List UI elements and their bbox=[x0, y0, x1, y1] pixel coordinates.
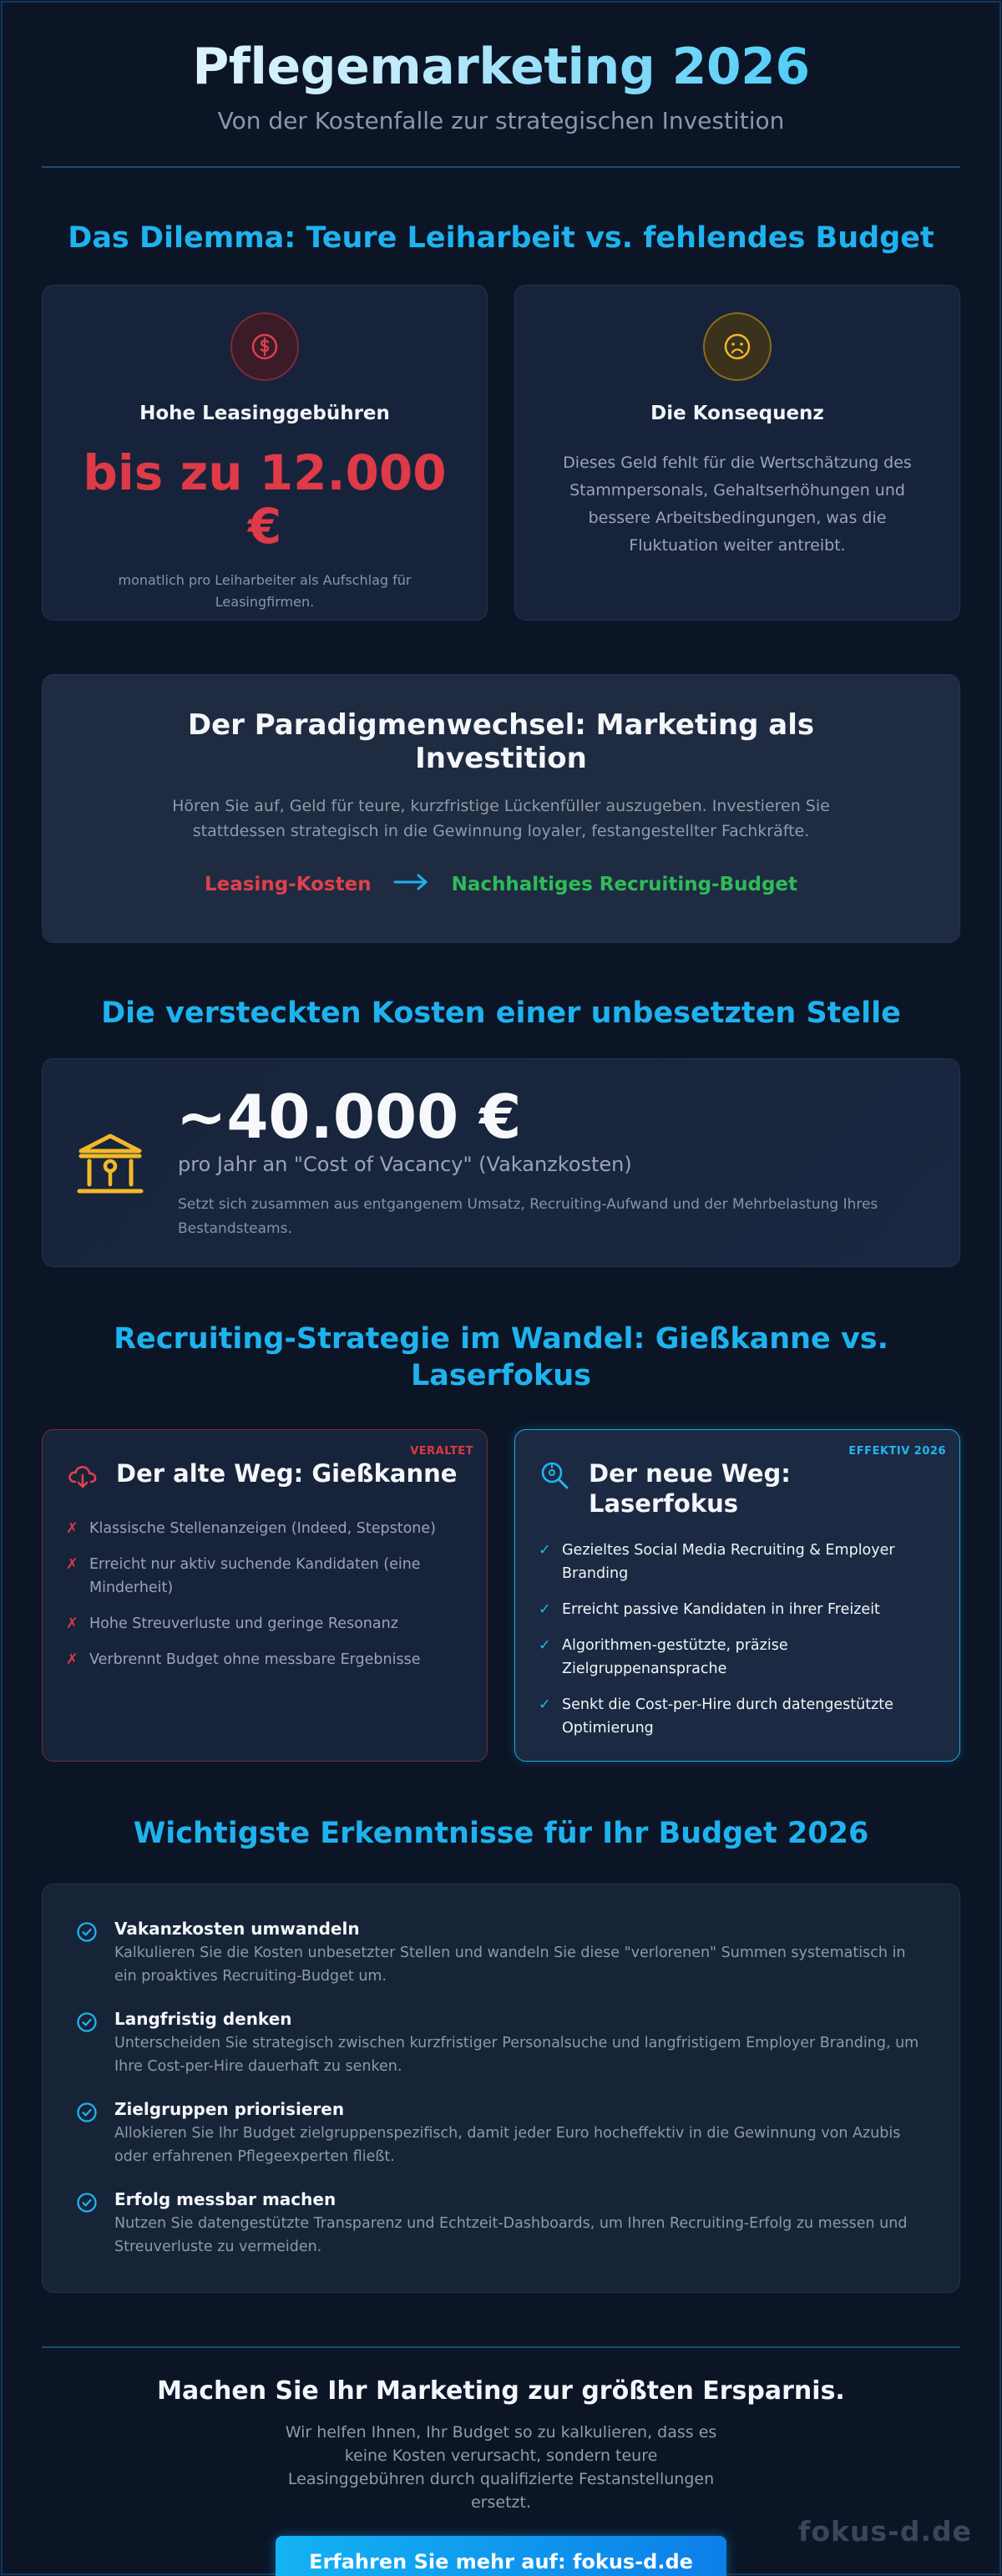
new-way-header bbox=[539, 1458, 938, 1519]
insights-card bbox=[42, 1884, 960, 2293]
old-way-card bbox=[42, 1429, 488, 1762]
consequence-card bbox=[514, 285, 960, 621]
vacancy-card bbox=[42, 1058, 960, 1267]
cross-icon: ✗ bbox=[66, 1556, 78, 1573]
dilemma-title: Das Dilemma: Teure Leiharbeit vs. fehlendes Budget bbox=[68, 221, 934, 255]
check-circle-icon bbox=[76, 1918, 101, 1988]
old-way-header bbox=[66, 1458, 465, 1497]
vacancy-amount: ~40.000 € bbox=[176, 1082, 522, 1152]
new-way-list bbox=[539, 1539, 938, 1740]
footer-divider bbox=[42, 2346, 960, 2348]
insights-title: Wichtigste Erkenntnisse für Ihr Budget 2026 bbox=[133, 1817, 869, 1850]
insight-title: Vakanzkosten umwandeln bbox=[114, 1919, 360, 1939]
cloud-spread-icon bbox=[66, 1458, 99, 1497]
check-circle-icon bbox=[76, 2188, 101, 2259]
dilemma-section bbox=[42, 220, 960, 621]
header-divider bbox=[42, 166, 960, 168]
paradigm-flow bbox=[43, 872, 959, 897]
insight-item bbox=[76, 2188, 926, 2259]
cta-text: Wir helfen Ihnen, Ihr Budget so zu kalkulieren, dass es keine Kosten verursacht, sondern teure Leasinggebühren durch qualifizierte Festanstellungen ersetzt. bbox=[285, 2423, 717, 2512]
vacancy-note: Setzt sich zusammen aus entgangenem Umsatz, Recruiting-Aufwand und der Mehrbelastung Ihres Bestandsteams. bbox=[178, 1196, 878, 1237]
effective-badge: EFFEKTIV 2026 bbox=[848, 1445, 946, 1458]
flow-to-label: Nachhaltiges Recruiting-Budget bbox=[451, 874, 798, 895]
check-icon: ✓ bbox=[539, 1542, 551, 1559]
paradigm-title: Der Paradigmenwechsel: Marketing als Investition bbox=[187, 708, 815, 775]
watermark-logo: fokus-d.de bbox=[798, 2515, 972, 2548]
infographic bbox=[42, 0, 960, 2576]
vacancy-section bbox=[42, 995, 960, 1267]
flow-from-label: Leasing-Kosten bbox=[204, 874, 372, 895]
old-way-title: Der alte Weg: Gießkanne bbox=[116, 1459, 458, 1488]
new-way-card bbox=[514, 1429, 960, 1762]
arrow-right-icon bbox=[393, 872, 430, 897]
insight-item bbox=[76, 2008, 926, 2078]
check-icon: ✓ bbox=[539, 1696, 551, 1713]
new-way-title: Der neue Weg: Laserfokus bbox=[589, 1459, 791, 1518]
insight-text: Unterscheiden Sie strategisch zwischen kurzfristiger Personalsuche und langfristigem Employer Branding, um Ihre Cost-per-Hire dauerhaft zu senken. bbox=[114, 2035, 919, 2075]
insight-item bbox=[76, 1918, 926, 1988]
cross-icon: ✗ bbox=[66, 1520, 78, 1537]
strategy-title: Recruiting-Strategie im Wandel: Gießkanne vs. Laserfokus bbox=[114, 1322, 888, 1392]
list-item: ✓ Algorithmen-gestützte, präzise Zielgruppenansprache bbox=[539, 1634, 938, 1681]
check-circle-icon bbox=[76, 2008, 101, 2078]
insight-item bbox=[76, 2098, 926, 2168]
list-item: ✗ Klassische Stellenanzeigen (Indeed, Stepstone) bbox=[66, 1517, 465, 1540]
check-circle-icon bbox=[76, 2098, 101, 2168]
list-item: ✓ Senkt die Cost-per-Hire durch datengestützte Optimierung bbox=[539, 1693, 938, 1740]
paradigm-text: Hören Sie auf, Geld für teure, kurzfristige Lückenfüller auszugeben. Investieren Sie stattdessen strategisch in die Gewinnung loyaler, festangestellter Fachkräfte. bbox=[172, 797, 830, 840]
leasing-fees-card bbox=[42, 285, 488, 621]
insights-section bbox=[42, 1815, 960, 2293]
strategy-cards bbox=[42, 1429, 960, 1762]
list-item: ✗ Hohe Streuverluste und geringe Resonanz bbox=[66, 1612, 465, 1635]
leasing-fees-note: monatlich pro Leiharbeiter als Aufschlag für Leasingfirmen. bbox=[118, 572, 412, 610]
vacancy-label: pro Jahr an "Cost of Vacancy" (Vakanzkosten) bbox=[178, 1153, 632, 1176]
list-item: ✓ Gezieltes Social Media Recruiting & Employer Branding bbox=[539, 1539, 938, 1585]
cross-icon: ✗ bbox=[66, 1615, 78, 1632]
page-subtitle: Von der Kostenfalle zur strategischen Investition bbox=[217, 107, 785, 134]
bank-icon bbox=[74, 1131, 146, 1201]
list-item: ✗ Verbrennt Budget ohne messbare Ergebnisse bbox=[66, 1648, 465, 1671]
dilemma-cards bbox=[42, 285, 960, 621]
list-item: ✗ Erreicht nur aktiv suchende Kandidaten (eine Minderheit) bbox=[66, 1553, 465, 1600]
insight-title: Langfristig denken bbox=[114, 2009, 292, 2029]
paradigm-card bbox=[42, 674, 960, 943]
insight-title: Erfolg messbar machen bbox=[114, 2189, 337, 2209]
insight-title: Zielgruppen priorisieren bbox=[114, 2099, 345, 2119]
insight-text: Kalkulieren Sie die Kosten unbesetzter Stellen und wandeln Sie diese "verlorenen" Summen systematisch in ein proaktives Recruiting-Budget um. bbox=[114, 1945, 906, 1985]
leasing-fees-amount: bis zu 12.000 € bbox=[83, 444, 447, 555]
check-icon: ✓ bbox=[539, 1601, 551, 1618]
consequence-text: Dieses Geld fehlt für die Wertschätzung des Stammpersonals, Gehaltserhöhungen und bessere Arbeitsbedingungen, was die Fluktuation weiter antreibt. bbox=[563, 454, 912, 555]
vacancy-title: Die versteckten Kosten einer unbesetzten Stelle bbox=[101, 996, 901, 1030]
list-item: ✓ Erreicht passive Kandidaten in ihrer Freizeit bbox=[539, 1598, 938, 1621]
outdated-badge: VERALTET bbox=[410, 1445, 473, 1458]
header bbox=[42, 0, 960, 168]
old-way-list bbox=[66, 1517, 465, 1671]
magnifier-target-icon bbox=[539, 1458, 572, 1497]
insight-text: Allokieren Sie Ihr Budget zielgruppenspezifisch, damit jeder Euro hocheffektiv in die Gewinnung von Azubis oder erfahrenen Pflegeexperten fließt. bbox=[114, 2125, 901, 2165]
cross-icon: ✗ bbox=[66, 1651, 78, 1668]
page-title: Pflegemarketing 2026 bbox=[42, 37, 960, 97]
consequence-heading: Die Konsequenz bbox=[650, 403, 824, 424]
sad-face-icon bbox=[703, 312, 772, 381]
check-icon: ✓ bbox=[539, 1637, 551, 1654]
cta-title: Machen Sie Ihr Marketing zur größten Ersparnis. bbox=[157, 2376, 845, 2406]
cta-button[interactable]: Erfahren Sie mehr auf: fokus-d.de bbox=[276, 2536, 726, 2576]
dollar-circle-icon bbox=[230, 312, 299, 381]
leasing-fees-heading: Hohe Leasinggebühren bbox=[139, 403, 390, 424]
insight-text: Nutzen Sie datengestützte Transparenz und Echtzeit-Dashboards, um Ihren Recruiting-Erfolg zu messen und Streuverluste zu vermeiden. bbox=[114, 2215, 908, 2255]
strategy-section bbox=[42, 1321, 960, 1762]
